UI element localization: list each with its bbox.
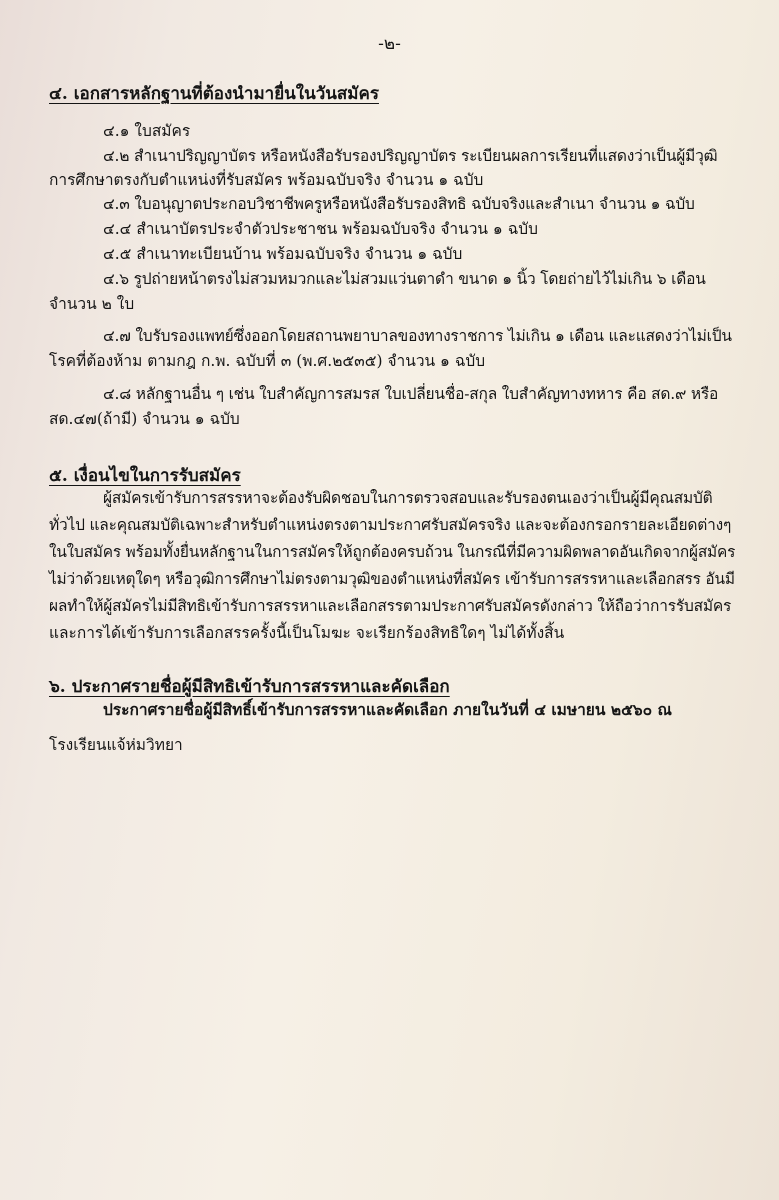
item-4-4: ๔.๔ สำเนาบัตรประจำตัวประชาชน พร้อมฉบับจริง จำนวน ๑ ฉบับ [103,220,538,238]
section-6-heading: ๖. ประกาศรายชื่อผู้มีสิทธิเข้ารับการสรรหาและคัดเลือก [49,677,450,697]
section-5-para-line: ผลทำให้ผู้สมัครไม่มีสิทธิเข้ารับการสรรหาและเลือกสรรตามประกาศรับสมัครดังกล่าว ให้ถือว่าการรับสมัคร [49,597,732,615]
item-4-2-cont: การศึกษาตรงกับตำแหน่งที่รับสมัคร พร้อมฉบับจริง จำนวน ๑ ฉบับ [49,171,484,189]
item-4-6: ๔.๖ รูปถ่ายหน้าตรงไม่สวมหมวกและไม่สวมแว่นตาดำ ขนาด ๑ นิ้ว โดยถ่ายไว้ไม่เกิน ๖ เดือน [103,270,706,288]
item-4-8: ๔.๘ หลักฐานอื่น ๆ เช่น ใบสำคัญการสมรส ใบเปลี่ยนชื่อ-สกุล ใบสำคัญทางทหาร คือ สด.๙ หรือ [103,385,719,403]
section-6-para-line: โรงเรียนแจ้ห่มวิทยา [49,736,183,754]
section-4-heading: ๔. เอกสารหลักฐานที่ต้องนำมายื่นในวันสมัคร [49,84,379,104]
section-5-para-line: ผู้สมัครเข้ารับการสรรหาจะต้องรับผิดชอบในการตรวจสอบและรับรองตนเองว่าเป็นผู้มีคุณสมบัติ [103,489,713,507]
section-5-para-line: และการได้เข้ารับการเลือกสรรครั้งนี้เป็นโมฆะ จะเรียกร้องสิทธิใดๆ ไม่ได้ทั้งสิ้น [49,624,565,642]
section-6-para-line: ประกาศรายชื่อผู้มีสิทธิ์เข้ารับการสรรหาและคัดเลือก ภายในวันที่ ๔ เมษายน ๒๕๖๐ ณ [103,700,672,719]
section-5-para-line: ในใบสมัคร พร้อมทั้งยื่นหลักฐานในการสมัครให้ถูกต้องครบถ้วน ในกรณีที่มีความผิดพลาดอันเกิดจากผู้สมัคร [49,543,736,561]
item-4-7: ๔.๗ ใบรับรองแพทย์ซึ่งออกโดยสถานพยาบาลของทางราชการ ไม่เกิน ๑ เดือน และแสดงว่าไม่เป็น [103,327,732,345]
item-4-2: ๔.๒ สำเนาปริญญาบัตร หรือหนังสือรับรองปริญญาบัตร ระเบียนผลการเรียนที่แสดงว่าเป็นผู้มีวุฒิ [103,147,718,165]
item-4-6-cont: จำนวน ๒ ใบ [49,295,135,313]
item-4-8-cont: สด.๔๗(ถ้ามี) จำนวน ๑ ฉบับ [49,410,240,428]
item-4-3: ๔.๓ ใบอนุญาตประกอบวิชาชีพครูหรือหนังสือรับรองสิทธิ ฉบับจริงและสำเนา จำนวน ๑ ฉบับ [103,195,695,213]
item-4-7-cont: โรคที่ต้องห้าม ตามกฎ ก.พ. ฉบับที่ ๓ (พ.ศ.๒๕๓๕) จำนวน ๑ ฉบับ [49,352,486,370]
section-5-heading: ๕. เงื่อนไขในการรับสมัคร [49,466,241,486]
item-4-1: ๔.๑ ใบสมัคร [103,122,191,140]
section-5-para-line: ไม่ว่าด้วยเหตุใดๆ หรือวุฒิการศึกษาไม่ตรงตามวุฒิของตำแหน่งที่สมัคร เข้ารับการสรรหาและเลือกสรร อันมี [49,570,735,588]
page-number: -๒- [378,34,401,54]
section-5-para-line: ทั่วไป และคุณสมบัติเฉพาะสำหรับตำแหน่งตรงตามประกาศรับสมัครจริง และจะต้องกรอกรายละเอียดต่างๆ [49,516,732,534]
item-4-5: ๔.๕ สำเนาทะเบียนบ้าน พร้อมฉบับจริง จำนวน ๑ ฉบับ [103,245,463,263]
